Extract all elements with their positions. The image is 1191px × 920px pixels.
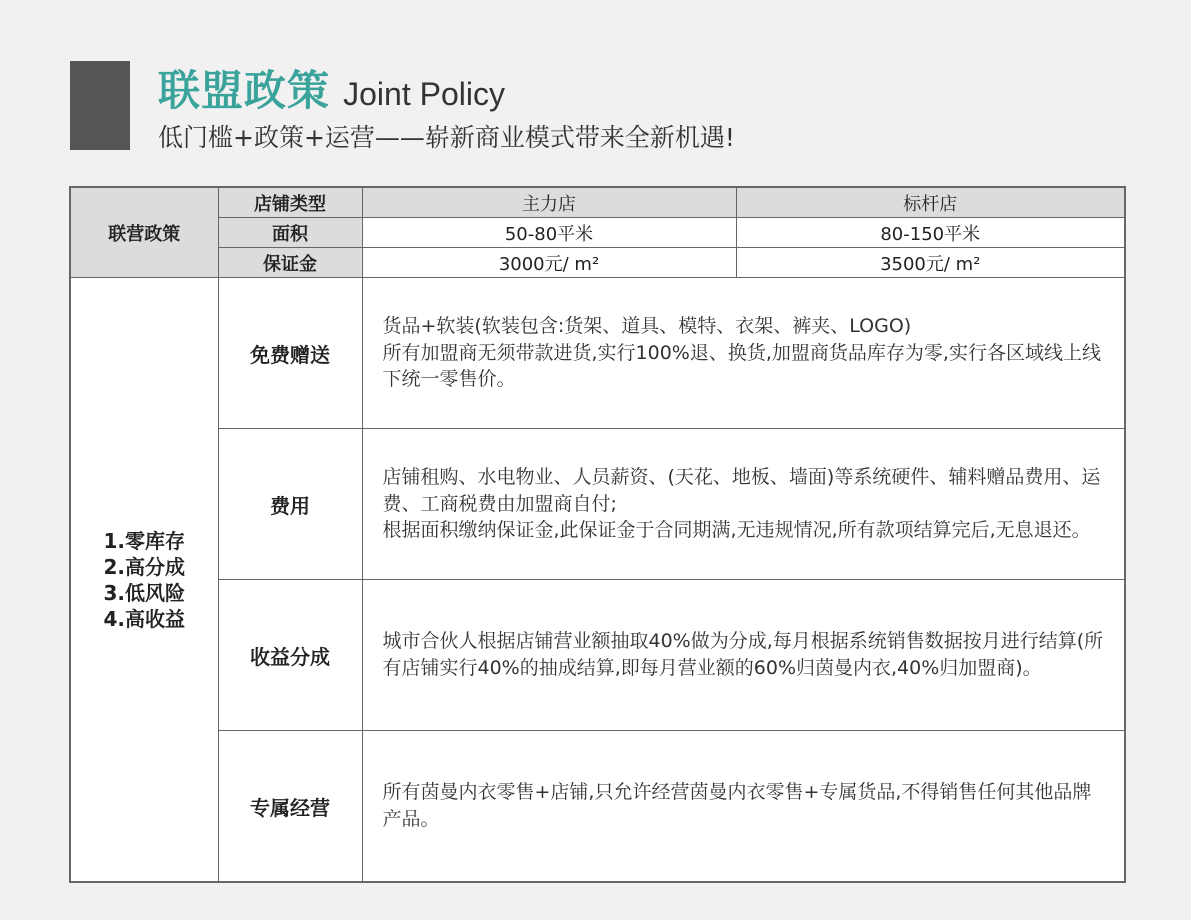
policy-line: 货品+软装(软装包含:货架、道具、模特、衣架、裤夹、LOGO) xyxy=(382,315,912,338)
policy-line: 所有加盟商无须带款进货,实行100%退、换货,加盟商货品库存为零,实行各区域线上线下统一零售价。 xyxy=(382,341,1101,391)
policy-row-revenue-share xyxy=(70,580,1125,731)
policy-row-free-gift xyxy=(70,278,1125,429)
store-type-main: 主力店 xyxy=(362,187,736,218)
policy-row-exclusive xyxy=(70,731,1125,883)
policy-desc-free-gift xyxy=(362,278,1125,429)
summary-item: 2.高分成 xyxy=(103,554,185,579)
area-row xyxy=(70,218,1125,248)
policy-label-free-gift: 免费赠送 xyxy=(218,278,362,429)
policy-line: 所有茵曼内衣零售+店铺,只允许经营茵曼内衣零售+专属货品,不得销售任何其他品牌产品。 xyxy=(382,781,1092,830)
policy-row-fees xyxy=(70,429,1125,580)
policy-desc-exclusive xyxy=(362,731,1125,883)
summary-item: 4.高收益 xyxy=(103,606,185,631)
summary-item: 1.零库存 xyxy=(103,528,185,553)
page-title-en: Joint Policy xyxy=(343,76,505,112)
section-label: 联营政策 xyxy=(70,187,218,278)
summary-list xyxy=(103,528,185,632)
policy-line: 城市合伙人根据店铺营业额抽取40%做为分成,每月根据系统销售数据按月进行结算(所有店铺实行40%的抽成结算,即每月营业额的60%归茵曼内衣,40%归加盟商)。 xyxy=(382,630,1104,679)
page-title-cn: 联盟政策 xyxy=(158,66,331,115)
policy-desc-fees xyxy=(362,429,1125,580)
policy-label-fees: 费用 xyxy=(218,429,362,580)
deposit-benchmark: 3500元/ m² xyxy=(736,248,1125,278)
row-label-deposit: 保证金 xyxy=(218,248,362,278)
policy-label-exclusive: 专属经营 xyxy=(218,731,362,883)
page-title xyxy=(158,58,505,118)
summary-cell xyxy=(70,278,218,883)
row-label-area: 面积 xyxy=(218,218,362,248)
title-accent-block xyxy=(70,61,130,150)
row-label-store-type: 店铺类型 xyxy=(218,187,362,218)
policy-line: 根据面积缴纳保证金,此保证金于合同期满,无违规情况,所有款项结算完后,无息退还。 xyxy=(382,519,1091,542)
policy-label-revenue-share: 收益分成 xyxy=(218,580,362,731)
store-type-row xyxy=(70,187,1125,218)
deposit-main: 3000元/ m² xyxy=(362,248,736,278)
page-subtitle: 低门槛+政策+运营——崭新商业模式带来全新机遇! xyxy=(158,123,735,152)
deposit-row xyxy=(70,248,1125,278)
policy-table xyxy=(69,186,1126,883)
area-benchmark: 80-150平米 xyxy=(736,218,1125,248)
policy-line: 店铺租购、水电物业、人员薪资、(天花、地板、墙面)等系统硬件、辅料赠品费用、运费、工商税费由加盟商自付; xyxy=(382,466,1101,515)
policy-desc-revenue-share xyxy=(362,580,1125,731)
area-main: 50-80平米 xyxy=(362,218,736,248)
store-type-benchmark: 标杆店 xyxy=(736,187,1125,218)
summary-item: 3.低风险 xyxy=(103,580,185,605)
